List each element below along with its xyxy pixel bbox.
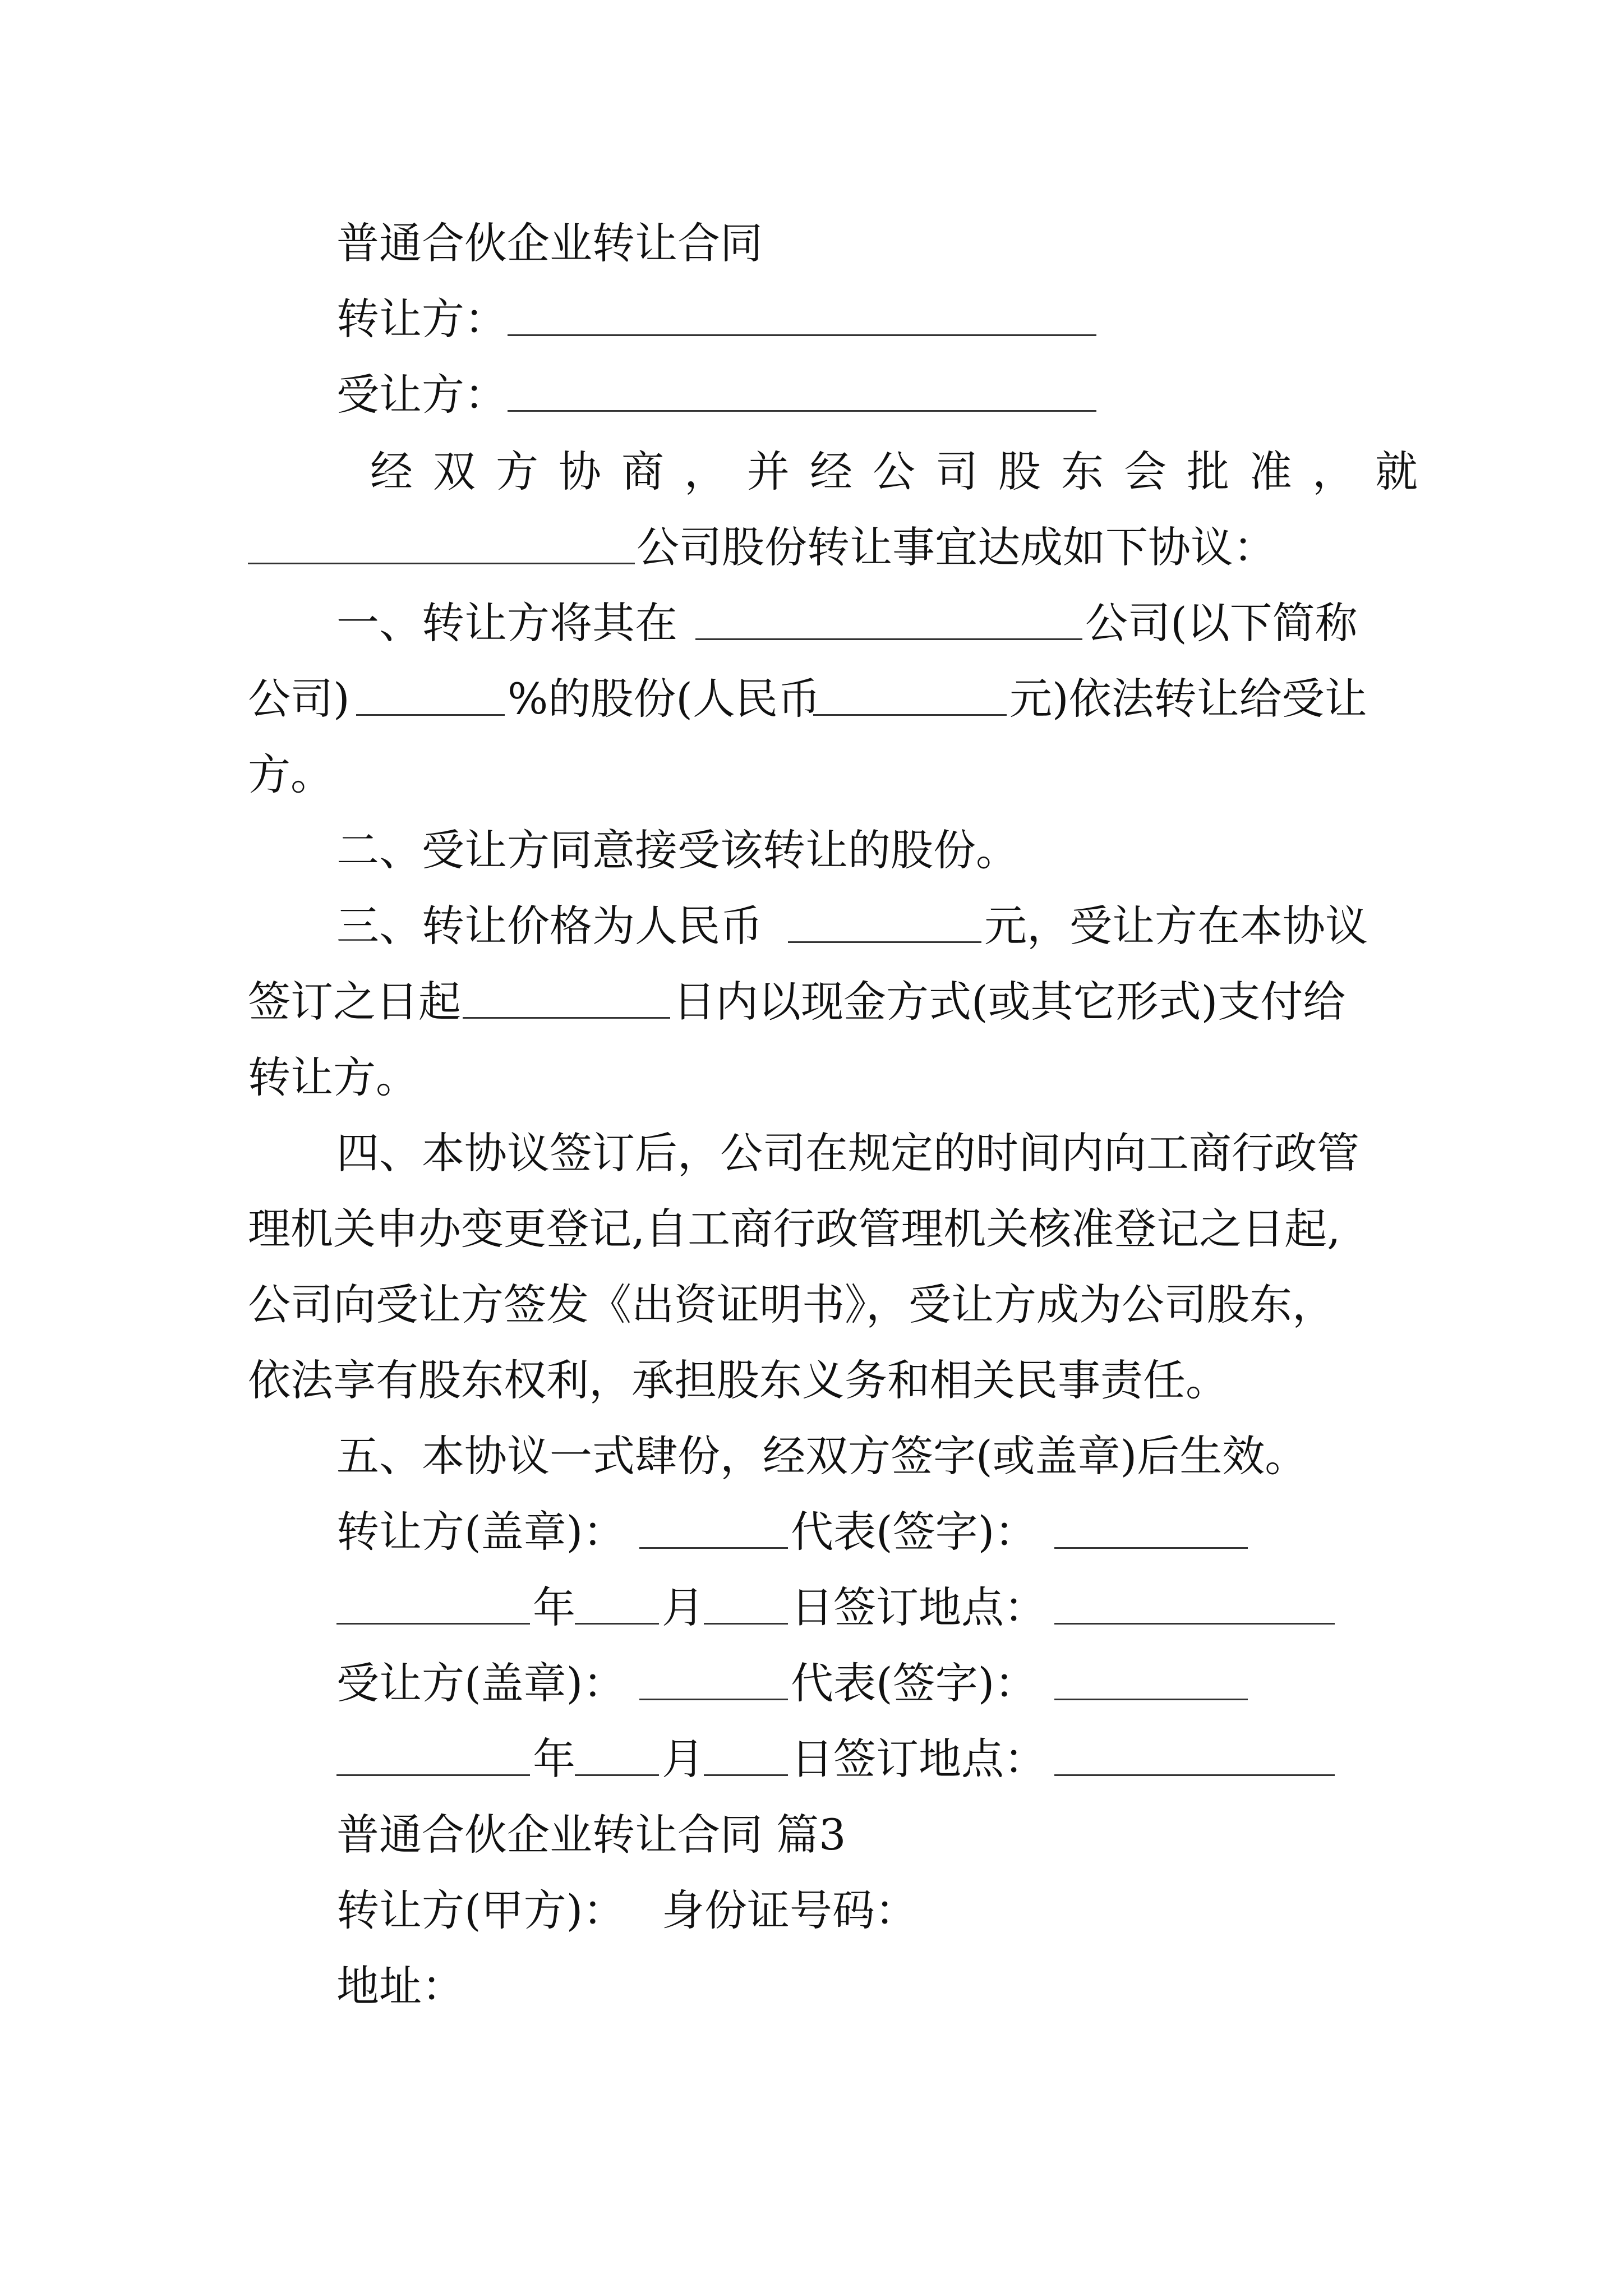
clause4-line-1 xyxy=(0,1122,1623,1184)
transferor-month-label: 月 xyxy=(662,1582,704,1632)
clause3-line-3 xyxy=(0,1047,1623,1108)
clause2-text: 二、受让方同意接受该转让的股份。 xyxy=(336,825,1018,875)
address-label: 地址： xyxy=(336,1961,464,2011)
section3-title: 普通合伙企业转让合同 篇3 xyxy=(336,1810,846,1860)
clause3-part4: 日内以现金方式(或其它形式)支付给 xyxy=(673,977,1346,1027)
clause4-text-1: 四、本协议签订后，公司在规定的时间内向工商行政管 xyxy=(336,1128,1359,1178)
transferor-line xyxy=(0,288,1623,350)
clause5-text: 五、本协议一式肆份，经双方签字(或盖章)后生效。 xyxy=(336,1431,1308,1481)
transferor-day-blank xyxy=(704,1623,788,1625)
intro-text-2: 公司股份转让事宜达成如下协议： xyxy=(637,522,1276,572)
clause3-line-2 xyxy=(0,971,1623,1033)
intro-line-1 xyxy=(0,441,1623,503)
clause3-price-blank xyxy=(788,941,981,943)
clause1-part3: 公司) xyxy=(248,674,350,724)
transferee-month-label: 月 xyxy=(662,1734,704,1784)
clause5-line xyxy=(0,1425,1623,1487)
transferor-representative-label: 代表(签字)： xyxy=(791,1507,1038,1557)
transferor-year-label: 年 xyxy=(533,1582,575,1632)
transferee-day-place-label: 日签订地点： xyxy=(791,1734,1046,1784)
intro-text-1: 经双方协商，并经公司股东会批准，就 xyxy=(370,447,1438,496)
section3-title-line xyxy=(0,1804,1623,1866)
clause1-part6: 方。 xyxy=(248,749,333,799)
transferor-day-place-label: 日签订地点： xyxy=(791,1582,1046,1632)
clause1-part4: %的股份(人民币 xyxy=(508,674,820,724)
transferor-date-line xyxy=(0,1577,1623,1639)
transferor-year-blank xyxy=(336,1623,530,1625)
transferor-month-blank xyxy=(575,1623,659,1625)
transferor-seal-blank xyxy=(639,1547,788,1549)
document-title: 普通合伙企业转让合同 xyxy=(336,218,763,268)
party-a-line xyxy=(0,1880,1623,1941)
transferor-seal-line xyxy=(0,1501,1623,1563)
transferee-line xyxy=(0,364,1623,426)
transferee-seal-label: 受让方(盖章)： xyxy=(336,1658,626,1708)
transferor-seal-label: 转让方(盖章)： xyxy=(336,1507,626,1557)
clause2-line xyxy=(0,820,1623,881)
clause1-amount-blank xyxy=(813,714,1007,716)
transferee-blank xyxy=(508,410,1096,412)
transferee-place-blank xyxy=(1054,1774,1335,1776)
intro-line-2 xyxy=(0,517,1623,578)
clause4-text-4: 依法享有股东权利，承担股东义务和相关民事责任。 xyxy=(248,1355,1228,1405)
clause4-line-4 xyxy=(0,1350,1623,1411)
id-number-label: 身份证号码： xyxy=(662,1885,917,1935)
transferor-representative-blank xyxy=(1054,1547,1248,1549)
transferee-year-blank xyxy=(336,1774,530,1776)
clause1-percent-blank xyxy=(356,714,505,716)
transferee-label: 受让方： xyxy=(336,370,507,420)
transferee-representative-label: 代表(签字)： xyxy=(791,1658,1038,1708)
transferee-month-blank xyxy=(575,1774,659,1776)
clause1-company-blank xyxy=(695,638,1082,640)
transferee-day-blank xyxy=(704,1774,788,1776)
clause1-part2: 公司(以下简称 xyxy=(1085,598,1358,648)
clause1-line-1 xyxy=(0,592,1623,654)
transferee-year-label: 年 xyxy=(533,1734,575,1784)
party-a-label: 转让方(甲方)： xyxy=(336,1885,626,1935)
transferee-date-line xyxy=(0,1728,1623,1790)
address-line xyxy=(0,1955,1623,2017)
clause4-text-3: 公司向受让方签发《出资证明书》，受让方成为公司股东， xyxy=(248,1280,1335,1329)
transferor-label: 转让方： xyxy=(336,294,507,344)
document-title-line xyxy=(0,213,1623,274)
clause4-line-2 xyxy=(0,1198,1623,1260)
company-name-blank xyxy=(248,563,635,564)
transferee-representative-blank xyxy=(1054,1699,1248,1700)
clause3-part2: 元，受让方在本协议 xyxy=(984,901,1368,951)
clause3-part1: 三、转让价格为人民币 xyxy=(336,901,763,951)
clause3-days-blank xyxy=(463,1017,670,1019)
clause1-line-3 xyxy=(0,744,1623,806)
clause3-part5: 转让方。 xyxy=(248,1052,418,1102)
clause4-line-3 xyxy=(0,1274,1623,1336)
transferor-place-blank xyxy=(1054,1623,1335,1625)
clause4-text-2: 理机关申办变更登记,自工商行政管理机关核准登记之日起, xyxy=(248,1204,1341,1254)
transferee-seal-line xyxy=(0,1653,1623,1714)
clause3-line-1 xyxy=(0,895,1623,957)
clause1-part1: 一、转让方将其在 xyxy=(336,598,677,648)
clause3-part3: 签订之日起 xyxy=(248,977,461,1027)
clause1-line-2 xyxy=(0,668,1623,730)
clause1-part5: 元)依法转让给受让 xyxy=(1009,674,1367,724)
transferor-blank xyxy=(508,334,1096,336)
transferee-seal-blank xyxy=(639,1699,788,1700)
